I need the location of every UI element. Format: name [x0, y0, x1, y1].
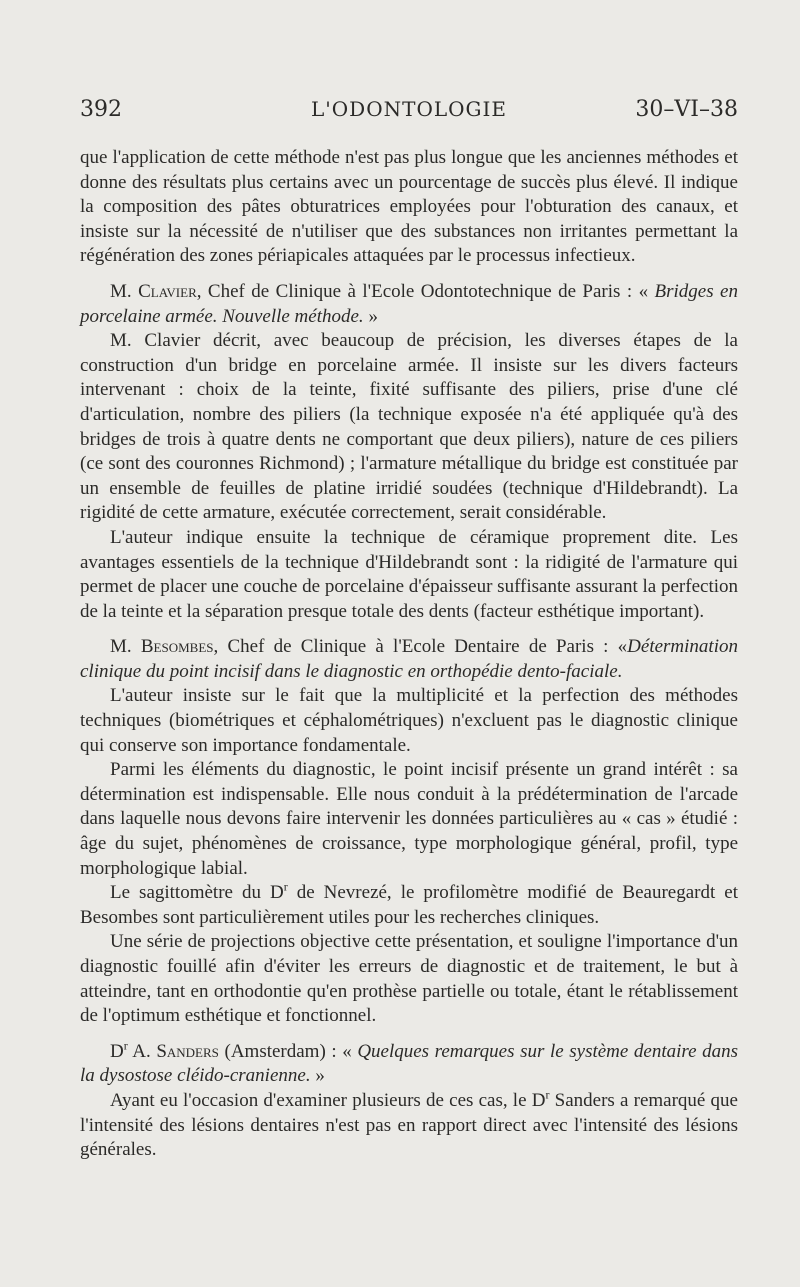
closing-quote: » [310, 1065, 325, 1087]
page-header [80, 97, 738, 129]
paragraph: Une série de projections objective cette présentation, et souligne l'importance d'un diagnostic fouillé afin d'éviter les erreurs de diagnostic et de traitement, le but à atteindre, tant en orthodontie qu'en prothèse partielle ou totale, étant le rétablissement de l'optimum esthétique et fonctionnel. [80, 931, 738, 1027]
text-run: Le sagittomètre du D [110, 882, 284, 904]
entry-besombes-heading [80, 635, 738, 684]
paragraph: L'auteur insiste sur le fait que la multiplicité et la perfection des méthodes techniques (biométriques et céphalométriques) n'excluent pas le diagnostic clinique qui conserve son importance fondamentale. [80, 685, 738, 756]
author-initial: A. [127, 1040, 157, 1062]
paragraph-continuation: que l'application de cette méthode n'est pas plus longue que les anciennes méthodes et donne des résultats plus certains avec un pourcentage de succès plus élevé. Il indique la composition des pâtes obturatrices employées pour l'obturation des canaux, et insiste sur la nécessité de n'utiliser que des substances non irritantes permettant la régénération des zones périapicales attaquées par le processus infectieux. [80, 147, 738, 267]
article-body [80, 146, 738, 1163]
text-run: Sanders a remarqué que l'intensité des lésions dentaires n'est pas en rapport direct avec l'intensité des lésions générales. [80, 1089, 738, 1161]
paragraph: Parmi les éléments du diagnostic, le point incisif présente un grand intérêt : sa détermination est indispensable. Elle nous conduit à la prédétermination de l'arcade dans laquelle nous devons faire intervenir les données particulières au « cas » étudié : âge du sujet, phénomènes de croissance, type morphologique général, profil, type morphologique labial. [80, 759, 738, 879]
author-affiliation: , Chef de Clinique à l'Ecole Odontotechnique de Paris : « [196, 280, 655, 302]
paragraph: M. Clavier décrit, avec beaucoup de précision, les diverses étapes de la construction d'un bridge en porcelaine armée. Il insiste sur les divers facteurs intervenant : choix de la teinte, fixité suffisante des piliers, prise d'une clé d'articulation, nombre des piliers (la technique exposée n'a été appliquée qu'à des bridges de trois à quatre dents ne comportant que deux piliers), nature de ces piliers (ce sont des couronnes Richmond) ; l'armature métallique du bridge est constituée par un ensemble de feuilles de platine irridié soudées (technique d'Hildebrandt). La rigidité de cette armature, exécutée correctement, serait considérable. [80, 330, 738, 524]
superscript: r [283, 879, 288, 894]
running-title: L'ODONTOLOGIE [311, 97, 507, 121]
honorific: M. [110, 636, 141, 658]
presentation-title: Quelques remarques sur le système dentaire dans la dysostose cléido-cranienne. [80, 1040, 739, 1087]
paragraph [80, 881, 738, 930]
presentation-title: Détermination clinique du point incisif dans le diagnostic en orthopédie dento-faciale. [80, 636, 738, 682]
author-name: Sanders [156, 1040, 219, 1062]
closing-quote: » [363, 305, 378, 327]
paragraph: L'auteur indique ensuite la technique de céramique proprement dite. Les avantages essentiels de la technique d'Hildebrandt sont : la ridigité de l'armature qui permet de placer une couche de porcelaine d'épaisseur suffisante assurant la perfection de la teinte et la séparation presque totale des dents (facteur esthétique important). [80, 526, 738, 622]
issue-date: 30–VI–38 [635, 97, 738, 122]
text-run: de Nevrezé, le profilomètre modifié de Beauregardt et Besombes sont particulièrement utiles pour les recherches cliniques. [80, 882, 738, 928]
honorific: M. [110, 280, 139, 302]
superscript: r [123, 1038, 128, 1053]
author-affiliation: , Chef de Clinique à l'Ecole Dentaire de Paris : « [213, 636, 628, 658]
entry-clavier-heading [80, 280, 738, 329]
author-name: Clavier [138, 280, 197, 302]
author-name: Besombes [140, 636, 214, 658]
entry-sanders-heading [80, 1040, 738, 1089]
paragraph [80, 1089, 738, 1163]
author-affiliation: (Amsterdam) : « [218, 1040, 358, 1062]
presentation-title: Bridges en porcelaine armée. Nouvelle méthode. [80, 280, 738, 327]
honorific: D [110, 1040, 124, 1062]
superscript: r [545, 1087, 550, 1102]
text-run: Ayant eu l'occasion d'examiner plusieurs de ces cas, le D [110, 1089, 546, 1111]
page-number: 392 [80, 97, 122, 122]
